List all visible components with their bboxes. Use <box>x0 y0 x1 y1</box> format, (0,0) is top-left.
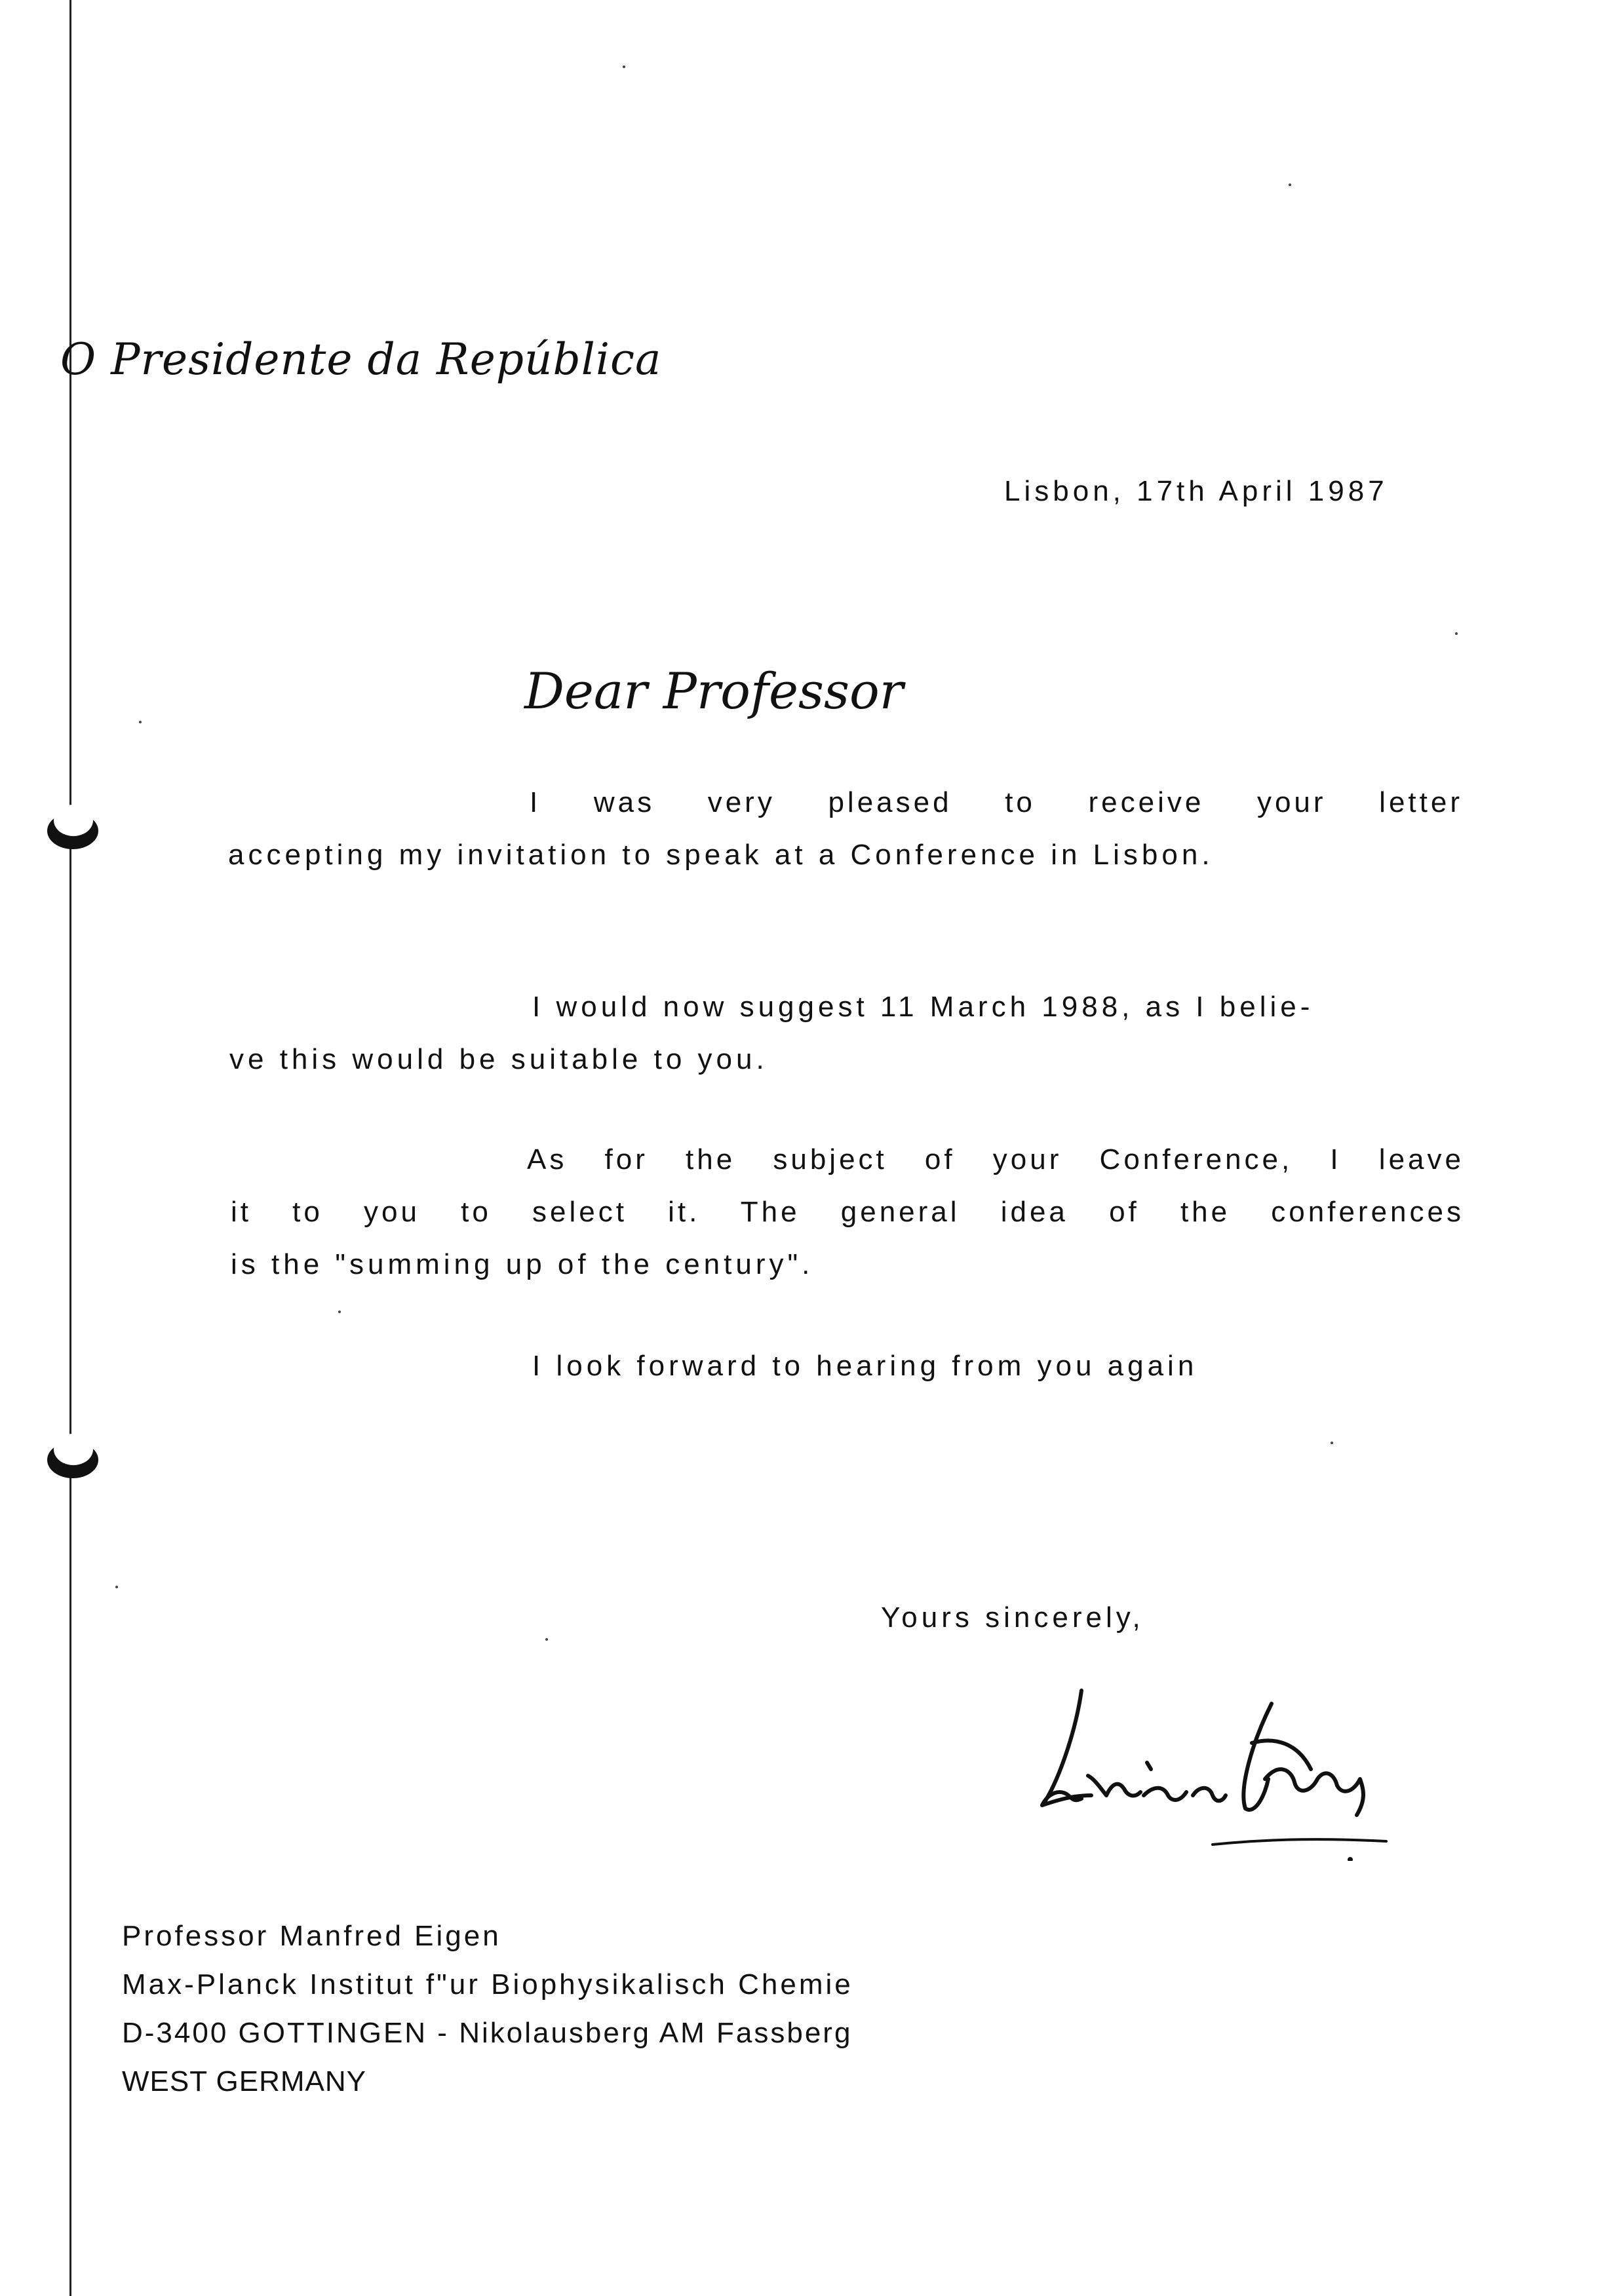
paragraph-1-line-2: accepting my invitation to speak at a Conference in Lisbon. <box>228 839 1214 871</box>
recipient-line-4: WEST GERMANY <box>122 2065 367 2097</box>
paragraph-3-line-2: it to you to select it. The general idea of the conferences <box>231 1196 1464 1228</box>
scan-speck <box>545 1638 548 1641</box>
date-line: Lisbon, 17th April 1987 <box>1004 475 1388 507</box>
paragraph-3-line-3: is the "summing up of the century". <box>231 1248 814 1280</box>
scan-speck <box>115 1586 118 1588</box>
scan-speck <box>1331 1442 1333 1444</box>
paragraph-2-line-1: I would now suggest 11 March 1988, as I belie- <box>532 991 1314 1023</box>
recipient-line-3: D-3400 GOTTINGEN - Nikolausberg AM Fassberg <box>122 2017 853 2049</box>
scan-speck <box>623 66 625 68</box>
paragraph-4-line-1: I look forward to hearing from you again <box>532 1350 1198 1382</box>
scan-speck <box>1289 183 1291 186</box>
paragraph-2-line-2: ve this would be suitable to you. <box>229 1043 768 1075</box>
paragraph-3-line-1: As for the subject of your Conference, I leave <box>527 1143 1464 1176</box>
punch-hole-bottom <box>47 1442 98 1478</box>
paragraph-1-line-1: I was very pleased to receive your letter <box>530 786 1463 818</box>
recipient-line-2: Max-Planck Institut f"ur Biophysikalisch Chemie <box>122 1968 853 2000</box>
closing-line: Yours sincerely, <box>881 1601 1144 1634</box>
salutation: Dear Professor <box>524 662 904 720</box>
scan-speck <box>338 1311 341 1313</box>
recipient-line-1: Professor Manfred Eigen <box>122 1920 501 1952</box>
letterhead-title: O Presidente da República <box>60 334 662 385</box>
signature-image <box>1029 1664 1396 1861</box>
punch-hole-top <box>47 813 98 849</box>
scan-speck <box>139 721 142 723</box>
scan-speck <box>1455 632 1458 635</box>
